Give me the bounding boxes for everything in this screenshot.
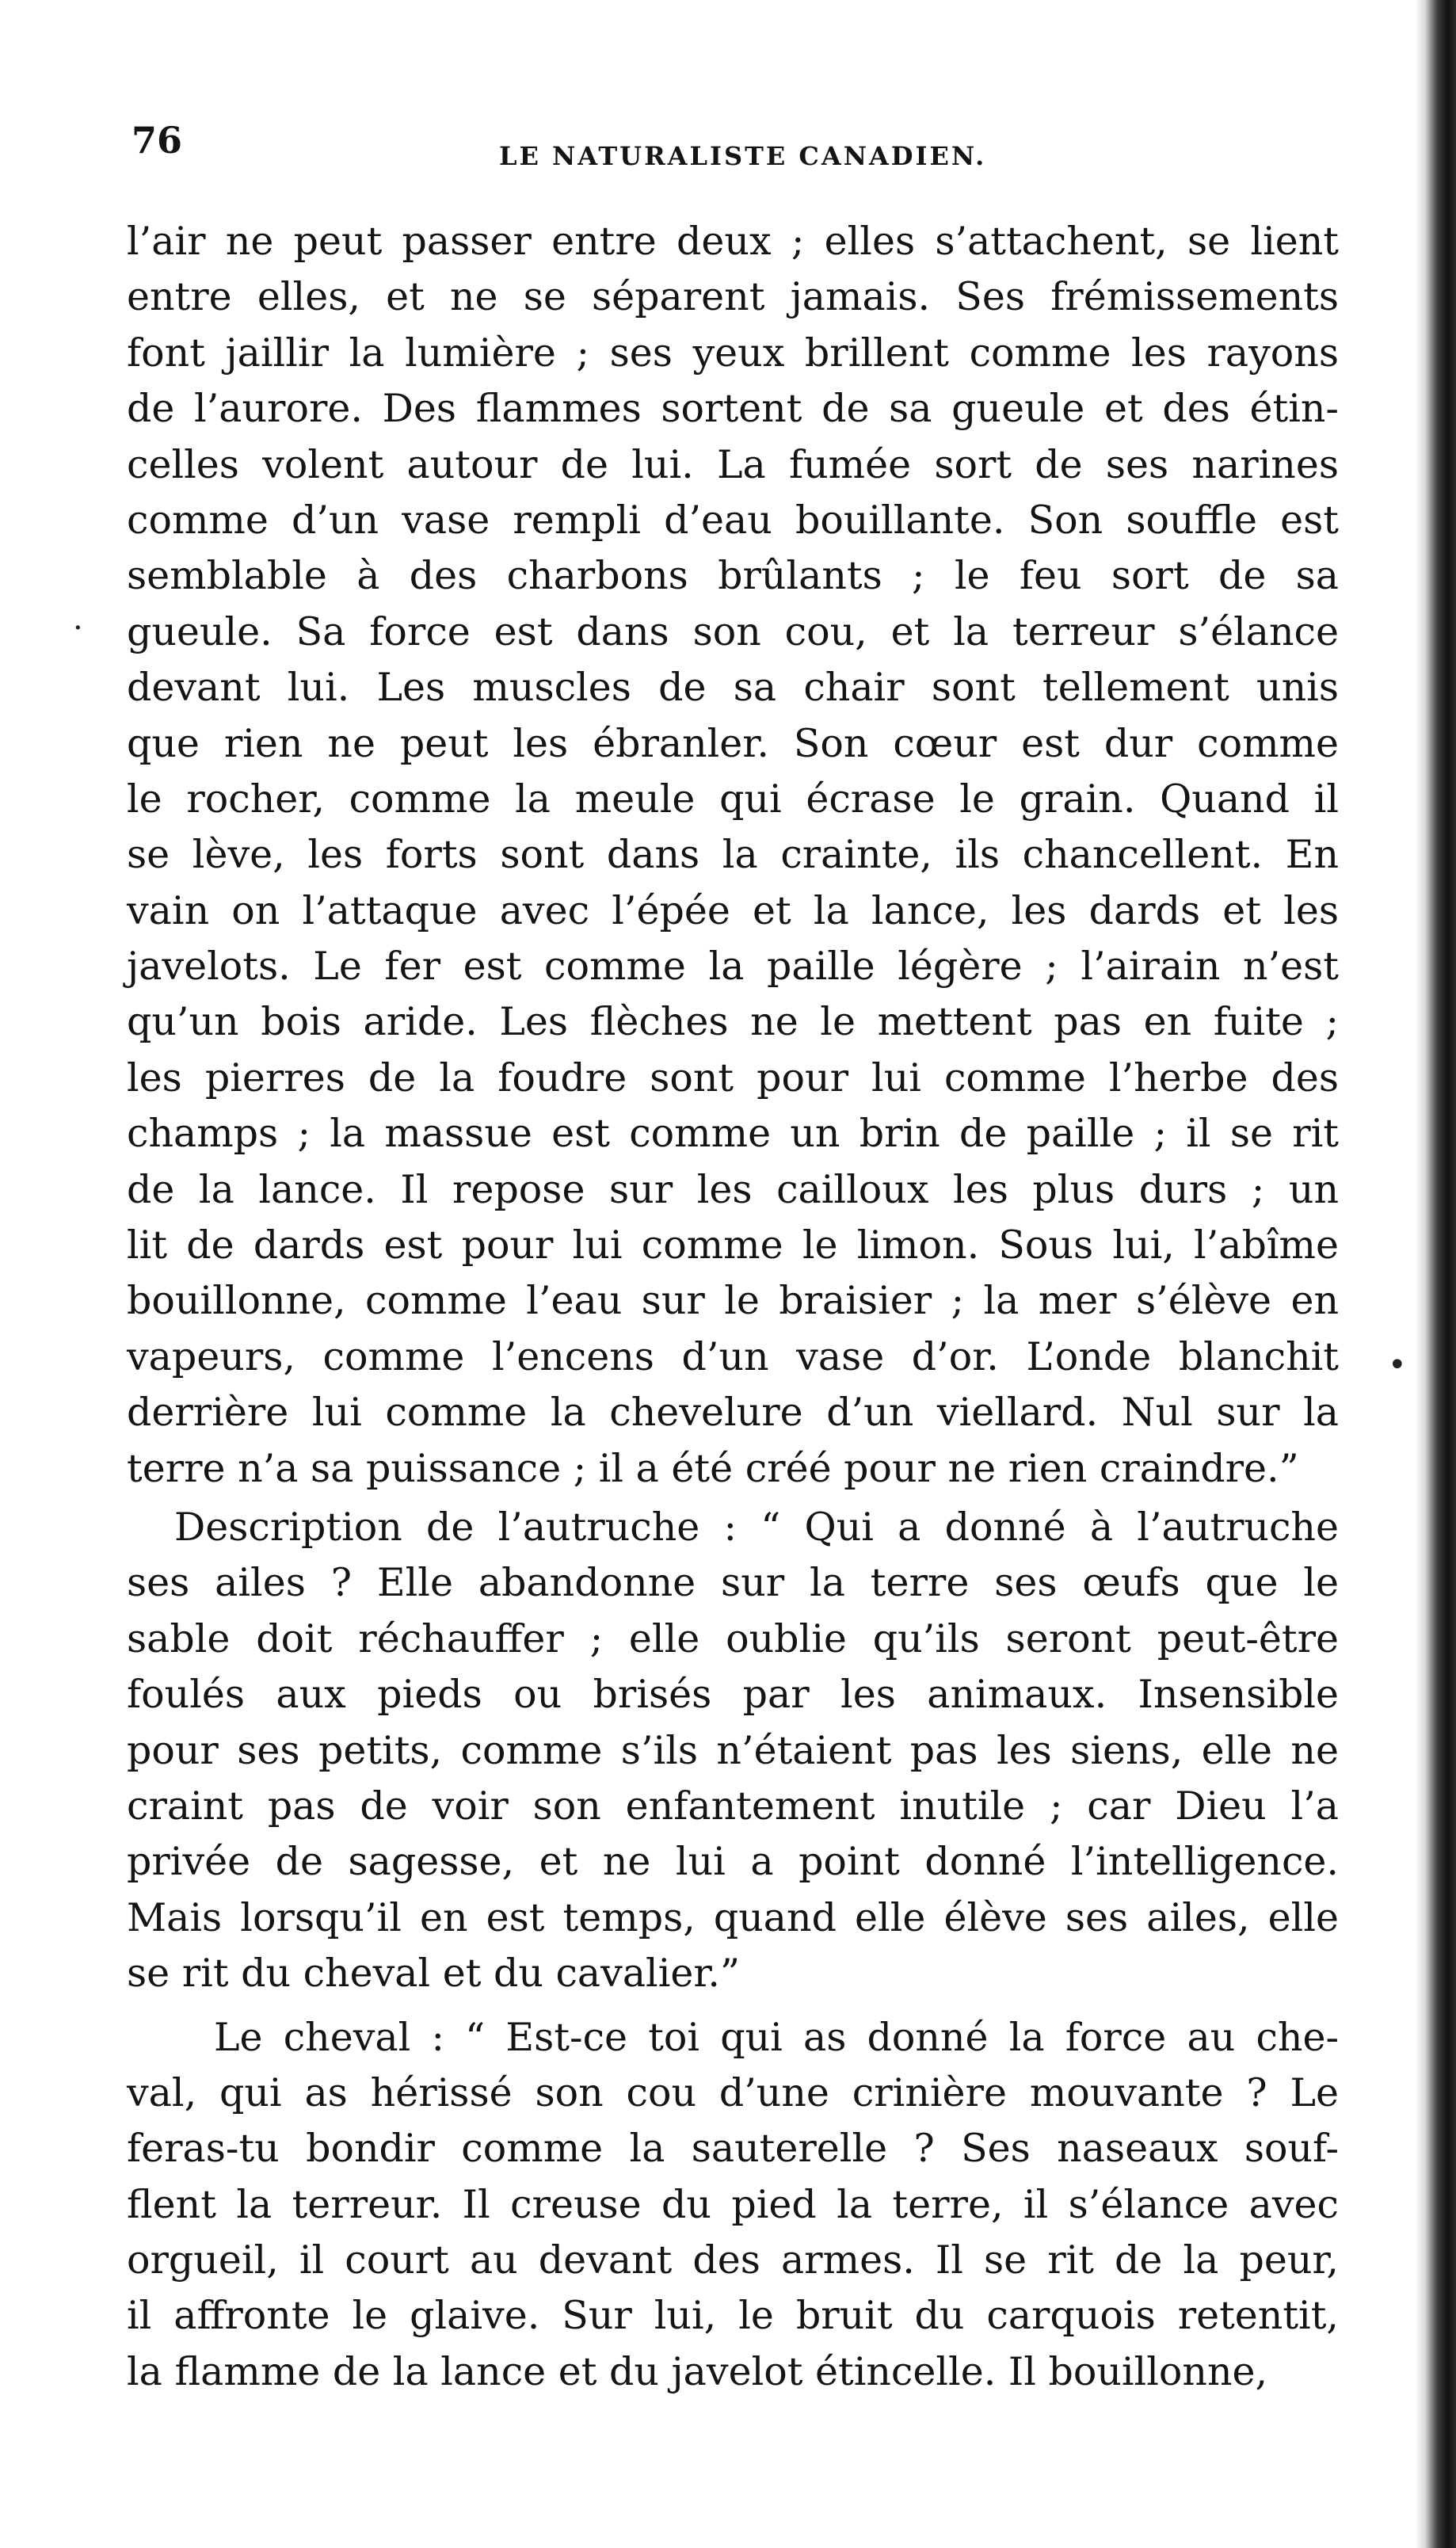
text-line: derrière lui comme la chevelure d’un viellard. Nul sur la bbox=[127, 1390, 1339, 1436]
page-header bbox=[127, 119, 1347, 174]
scanned-page-edge bbox=[1415, 0, 1456, 2548]
text-line: la flamme de la lance et du javelot étincelle. Il bouillonne, bbox=[127, 2348, 1268, 2394]
text-line: le rocher, comme la meule qui écrase le grain. Quand il bbox=[127, 776, 1339, 822]
text-line: val, qui as hérissé son cou d’une crinière mouvante ? Le bbox=[127, 2069, 1339, 2115]
text-line: champs ; la massue est comme un brin de paille ; il se rit bbox=[127, 1111, 1339, 1157]
text-line: de la lance. Il repose sur les cailloux les plus durs ; un bbox=[127, 1166, 1339, 1212]
text-line: font jaillir la lumière ; ses yeux brillent comme les rayons bbox=[127, 330, 1339, 376]
paragraph bbox=[127, 214, 1339, 1497]
stray-dot-mark: · bbox=[73, 610, 83, 647]
text-line: il affronte le glaive. Sur lui, le bruit du carquois retentit, bbox=[127, 2293, 1339, 2339]
text-line: entre elles, et ne se séparent jamais. Ses frémissements bbox=[127, 274, 1339, 320]
text-line: l’air ne peut passer entre deux ; elles s’attachent, se lient bbox=[127, 219, 1339, 264]
text-line: vain on l’attaque avec l’épée et la lance, les dards et les bbox=[127, 887, 1339, 933]
running-title: LE NATURALISTE CANADIEN. bbox=[499, 141, 987, 171]
text-line: Le cheval : “ Est-ce toi qui as donné la force au che- bbox=[214, 2014, 1339, 2060]
text-line: craint pas de voir son enfantement inutile ; car Dieu l’a bbox=[127, 1783, 1339, 1829]
text-line: feras-tu bondir comme la sauterelle ? Ses naseaux souf- bbox=[127, 2126, 1339, 2172]
page-number: 76 bbox=[131, 119, 183, 162]
text-line: bouillonne, comme l’eau sur le braisier ; la mer s’élève en bbox=[127, 1278, 1339, 1324]
text-line: se rit du cheval et du cavalier.” bbox=[127, 1951, 741, 1997]
text-line: terre n’a sa puissance ; il a été créé pour ne rien craindre.” bbox=[127, 1445, 1299, 1491]
text-line: sable doit réchauffer ; elle oublie qu’ils seront peut-être bbox=[127, 1615, 1339, 1661]
text-line: javelots. Le fer est comme la paille légère ; l’airain n’est bbox=[127, 944, 1339, 990]
text-line: ses ailes ? Elle abandonne sur la terre ses œufs que le bbox=[127, 1560, 1339, 1606]
text-line: qu’un bois aride. Les flèches ne le mettent pas en fuite ; bbox=[127, 999, 1339, 1045]
text-line: semblable à des charbons brûlants ; le feu sort de sa bbox=[127, 553, 1339, 599]
text-line: devant lui. Les muscles de sa chair sont tellement unis bbox=[127, 665, 1339, 711]
text-line: pour ses petits, comme s’ils n’étaient pas les siens, elle ne bbox=[127, 1727, 1339, 1773]
text-line: que rien ne peut les ébranler. Son cœur est dur comme bbox=[127, 720, 1339, 766]
text-line: vapeurs, comme l’encens d’un vase d’or. L’onde blanchit bbox=[127, 1333, 1339, 1379]
text-line: privée de sagesse, et ne lui a point donné l’intelligence. bbox=[127, 1839, 1339, 1885]
text-line: flent la terreur. Il creuse du pied la terre, il s’élance avec bbox=[127, 2181, 1339, 2227]
body-text bbox=[127, 214, 1339, 2400]
text-line: foulés aux pieds ou brisés par les animaux. Insensible bbox=[127, 1672, 1339, 1718]
text-line: gueule. Sa force est dans son cou, et la terreur s’élance bbox=[127, 608, 1339, 654]
text-line: se lève, les forts sont dans la crainte, ils chancellent. En bbox=[127, 832, 1339, 878]
text-line: celles volent autour de lui. La fumée sort de ses narines bbox=[127, 441, 1339, 487]
paragraph bbox=[127, 1500, 1339, 2002]
text-line: les pierres de la foudre sont pour lui comme l’herbe des bbox=[127, 1055, 1339, 1100]
text-line: Description de l’autruche : “ Qui a donné à l’autruche bbox=[174, 1504, 1339, 1550]
text-line: Mais lorsqu’il en est temps, quand elle élève ses ailes, elle bbox=[127, 1894, 1339, 1940]
text-line: orgueil, il court au devant des armes. Il se rit de la peur, bbox=[127, 2237, 1339, 2283]
text-line: lit de dards est pour lui comme le limon. Sous lui, l’abîme bbox=[127, 1223, 1339, 1268]
text-line: comme d’un vase rempli d’eau bouillante. Son souffle est bbox=[127, 497, 1339, 543]
paragraph bbox=[127, 2010, 1339, 2401]
text-line: de l’aurore. Des flammes sortent de sa gueule et des étin- bbox=[127, 386, 1339, 432]
stray-dot-mark: • bbox=[1388, 1347, 1407, 1383]
